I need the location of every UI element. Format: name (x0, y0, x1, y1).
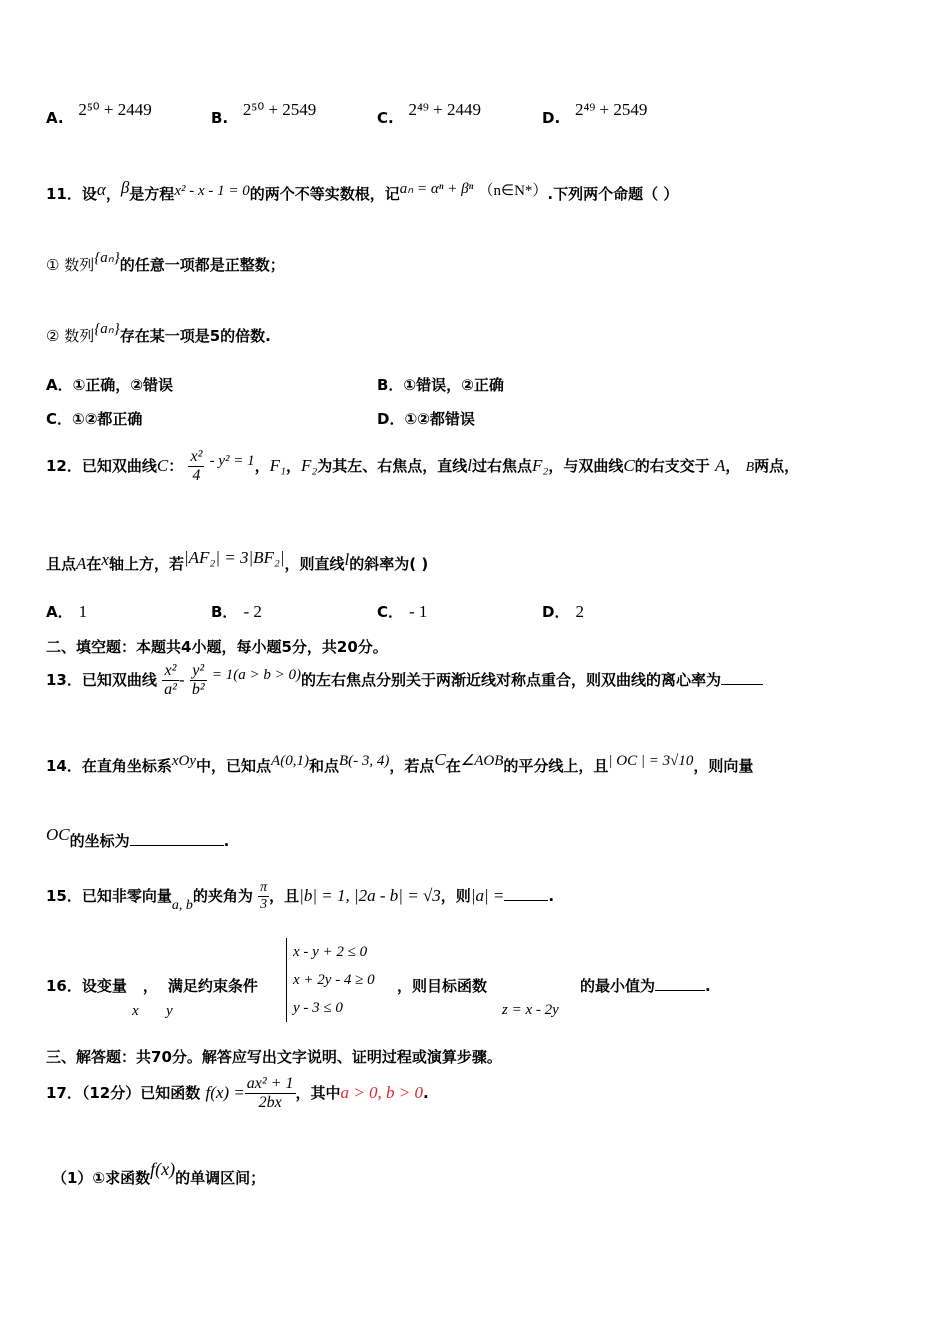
q17-p1-text-2: 的单调区间； (175, 1169, 266, 1187)
q16-objective-text (397, 975, 487, 996)
q14-stem-line-1 (46, 750, 754, 776)
q13-fraction-2 (190, 662, 207, 699)
q11-text-2: 的两个不等实数根，记 (249, 185, 400, 203)
q16-end-period: . (705, 977, 711, 995)
q17-frac-numerator: ax² + 1 (246, 1075, 294, 1092)
q12-colon: ： (168, 457, 184, 475)
q11-p2-sequence: {aₙ} (94, 321, 120, 337)
q14-point-a: A(0,1) (271, 753, 309, 769)
q12-l2-text-4: ，则直线 (284, 555, 345, 573)
q13-minus: - (178, 670, 185, 689)
q11-number: 11．设 (46, 185, 97, 203)
q14-oc-condition: | OC | = 3√10 (608, 753, 694, 769)
q11-sequence-def: aₙ = αⁿ + βⁿ (399, 181, 474, 197)
q14-text-5: 在 (445, 757, 461, 775)
q11-comma: ， (105, 185, 121, 203)
q14-text-2: 中，已知点 (196, 757, 272, 775)
q12-l2-line-l: l (344, 550, 350, 569)
q12-l2-text-1: 且点 (46, 555, 77, 573)
q13-number-text: 13．已知双曲线 (46, 671, 157, 689)
q10-option-d-label: D. (542, 109, 561, 127)
q11-option-a: A．①正确，②错误 (46, 376, 174, 394)
q11-text-3: .下列两个命题（ ） (547, 185, 679, 203)
section-2-heading: 二、填空题：本题共4小题，每小题5分，共20分。 (46, 638, 388, 656)
q11-p2-prefix: ② 数列 (46, 327, 95, 345)
q12-stem-line-1 (46, 448, 799, 485)
q15-text-3: ，且 (269, 887, 300, 905)
q13-f2-denominator: b² (191, 681, 205, 698)
section-3-heading: 三、解答题：共70分。解答应写出文字说明、证明过程或演算步骤。 (46, 1048, 502, 1066)
q13-equation: = 1(a > b > 0) (211, 667, 301, 683)
q17-number-text: 17．（12分）已知函数 (46, 1084, 201, 1102)
q10-option-d-value: 2⁴⁹ + 2549 (574, 100, 648, 119)
q13-fraction-1 (162, 662, 179, 699)
q15-number-text: 15．已知非零向量 (46, 887, 172, 905)
q17-condition: a > 0, b > 0 (340, 1083, 423, 1102)
q12-comma-2: ， (285, 457, 301, 475)
q12-equation-rest: - y² = 1 (209, 453, 255, 469)
q12-option-d-label: D． (542, 603, 570, 621)
q16-constraint-2: x + 2y - 4 ≥ 0 (293, 972, 375, 988)
q10-option-c-label: C. (377, 109, 394, 127)
q16-var-x: x (132, 1003, 139, 1019)
q17-fraction (245, 1075, 296, 1112)
q16-stem (46, 975, 258, 996)
q15-frac-numerator: π (260, 880, 268, 895)
q14-answer-blank[interactable] (130, 844, 224, 846)
q12-frac-numerator: x² (190, 448, 203, 465)
q12-text-through: 过右焦点 (472, 457, 533, 475)
q10-option-c-value: 2⁴⁹ + 2449 (408, 100, 481, 119)
q12-option-c-label: C． (377, 603, 404, 621)
q14-angle: ∠AOB (460, 753, 504, 769)
q12-number-text: 12．已知双曲线 (46, 457, 157, 475)
q10-options (46, 100, 152, 128)
q15-vectors: a, b (171, 898, 193, 913)
q16-comma: ， (142, 977, 158, 995)
q12-f2: F₂ (300, 456, 318, 475)
q12-fraction (188, 448, 204, 485)
q16-constraint-system (286, 938, 375, 1022)
q17-stem (46, 1075, 429, 1112)
q14-end-period: . (223, 832, 230, 850)
q11-p1-text: 的任意一项都是正整数； (119, 256, 285, 274)
q14-stem-line-2 (46, 825, 230, 851)
q11-stem (46, 178, 679, 204)
q12-text-points: 两点， (754, 457, 800, 475)
q12-option-a-value: 1 (78, 602, 88, 621)
q12-option-b-label: B． (211, 603, 238, 621)
q12-point-b: B (745, 460, 755, 475)
q16-min-text (580, 975, 711, 996)
q16-text-4: 的最小值为 (580, 977, 656, 995)
q12-curve-c-2: C (623, 456, 635, 475)
q11-p1-sequence: {aₙ} (94, 250, 120, 266)
q14-number-text: 14．在直角坐标系 (46, 757, 172, 775)
q17-part-1 (52, 1159, 266, 1188)
q14-xoy: xOy (171, 753, 197, 769)
q12-option-b (211, 601, 262, 622)
q16-objective: z = x - 2y (502, 1002, 559, 1018)
q14-point-b: B(- 3, 4) (338, 753, 390, 769)
q11-p1-prefix: ① 数列 (46, 256, 95, 274)
q17-frac-denominator: 2bx (258, 1094, 282, 1111)
q12-point-a: A (714, 456, 726, 475)
q10-option-a-label: A. (46, 109, 64, 127)
q17-text-2: ，其中 (295, 1084, 341, 1102)
q12-text-with: ，与双曲线 (548, 457, 624, 475)
q14-text-6: 的平分线上，且 (503, 757, 609, 775)
q16-constraint-3: y - 3 ≤ 0 (293, 1000, 343, 1016)
q13-f2-numerator: y² (190, 662, 207, 681)
q10-option-b-label: B. (211, 109, 229, 127)
q16-text-2: 满足约束条件 (167, 977, 258, 995)
q12-stem-line-2 (46, 548, 429, 574)
q17-p1-function: f(x) (150, 1159, 176, 1179)
q11-option-d: D．①②都错误 (377, 410, 475, 428)
q12-text-foci: 为其左、右焦点，直线 (317, 457, 468, 475)
q16-var-y: y (166, 1003, 173, 1019)
q12-option-c-value: - 1 (409, 602, 428, 621)
q16-text-3: ，则目标函数 (397, 977, 488, 995)
q12-comma-1: ， (254, 457, 270, 475)
q14-text-7: ，则向量 (693, 757, 754, 775)
q17-p1-text: （1）①求函数 (52, 1169, 151, 1187)
q12-l2-point-a: A (76, 554, 87, 573)
q10-option-a-value: 2⁵⁰ + 2449 (78, 100, 152, 119)
q12-l2-text-2: 在 (86, 555, 102, 573)
q13-stem (46, 662, 763, 699)
q10-option-b-value: 2⁵⁰ + 2549 (242, 100, 317, 119)
q11-option-b: B．①错误，②正确 (377, 376, 504, 394)
q12-line-l: l (467, 456, 473, 475)
q14-l2-text: 的坐标为 (69, 832, 130, 850)
q12-text-intersect: 的右支交于 (634, 457, 710, 475)
q12-frac-denominator: 4 (192, 467, 201, 484)
q12-l2-text-3: 轴上方，若 (108, 555, 184, 573)
q13-f1-denominator: a² (164, 681, 177, 698)
q15-fraction (258, 880, 269, 913)
q12-l2-condition: |AF₂| = 3|BF₂| (183, 548, 285, 567)
q12-l2-x: x (101, 550, 109, 569)
q14-vector-oc: OC (46, 825, 70, 844)
q14-text-3: 和点 (308, 757, 339, 775)
q11-text-1: 是方程 (129, 185, 175, 203)
q16-number-text: 16．设变量 (46, 977, 127, 995)
q13-f1-numerator: x² (162, 662, 179, 681)
q15-frac-denominator: 3 (260, 897, 268, 912)
q12-option-b-value: - 2 (243, 602, 262, 621)
q14-text-4: ，若点 (389, 757, 435, 775)
q12-option-d-value: 2 (575, 602, 584, 621)
q10-option-d (542, 100, 648, 128)
q11-p2-text: 存在某一项是5的倍数. (119, 327, 271, 345)
q17-function: f(x) = (205, 1083, 245, 1102)
q15-text-4: ，则 (440, 887, 471, 905)
q11-condition: （n∈N*） (478, 183, 548, 199)
q16-answer-blank[interactable] (655, 989, 705, 991)
q12-option-c (377, 601, 427, 622)
q15-end-period: . (548, 887, 555, 905)
q12-option-d (542, 601, 584, 622)
q15-condition: |b| = 1, |2a - b| = √3 (299, 886, 441, 905)
q14-point-c: C (434, 750, 446, 769)
q12-comma-3: ， (725, 457, 741, 475)
q13-text: 的左右焦点分别关于两渐近线对称点重合，则双曲线的离心率为 (300, 671, 721, 689)
q15-result: |a| = (470, 886, 505, 905)
q11-option-c: C．①②都正确 (46, 410, 143, 428)
q11-proposition-2 (46, 321, 271, 346)
q12-option-a (46, 601, 87, 622)
q15-stem (46, 880, 554, 913)
q11-proposition-1 (46, 250, 285, 275)
q15-text-2: 的夹角为 (192, 887, 253, 905)
q11-alpha: α (96, 180, 106, 199)
q11-beta: β (120, 178, 130, 197)
q12-curve-c: C (156, 456, 169, 475)
q17-end-period: . (422, 1084, 429, 1102)
q11-equation: x² - x - 1 = 0 (174, 183, 250, 199)
q12-f2-b: F₂ (532, 456, 549, 475)
q10-option-c (377, 100, 481, 128)
q15-answer-blank[interactable] (504, 899, 548, 901)
q13-answer-blank[interactable] (721, 683, 763, 685)
q12-l2-text-5: 的斜率为( ) (349, 555, 429, 573)
q12-option-a-label: A． (46, 603, 73, 621)
q10-option-b (211, 100, 317, 128)
q12-f1: F₁ (269, 456, 286, 475)
q16-constraint-1: x - y + 2 ≤ 0 (293, 944, 368, 960)
